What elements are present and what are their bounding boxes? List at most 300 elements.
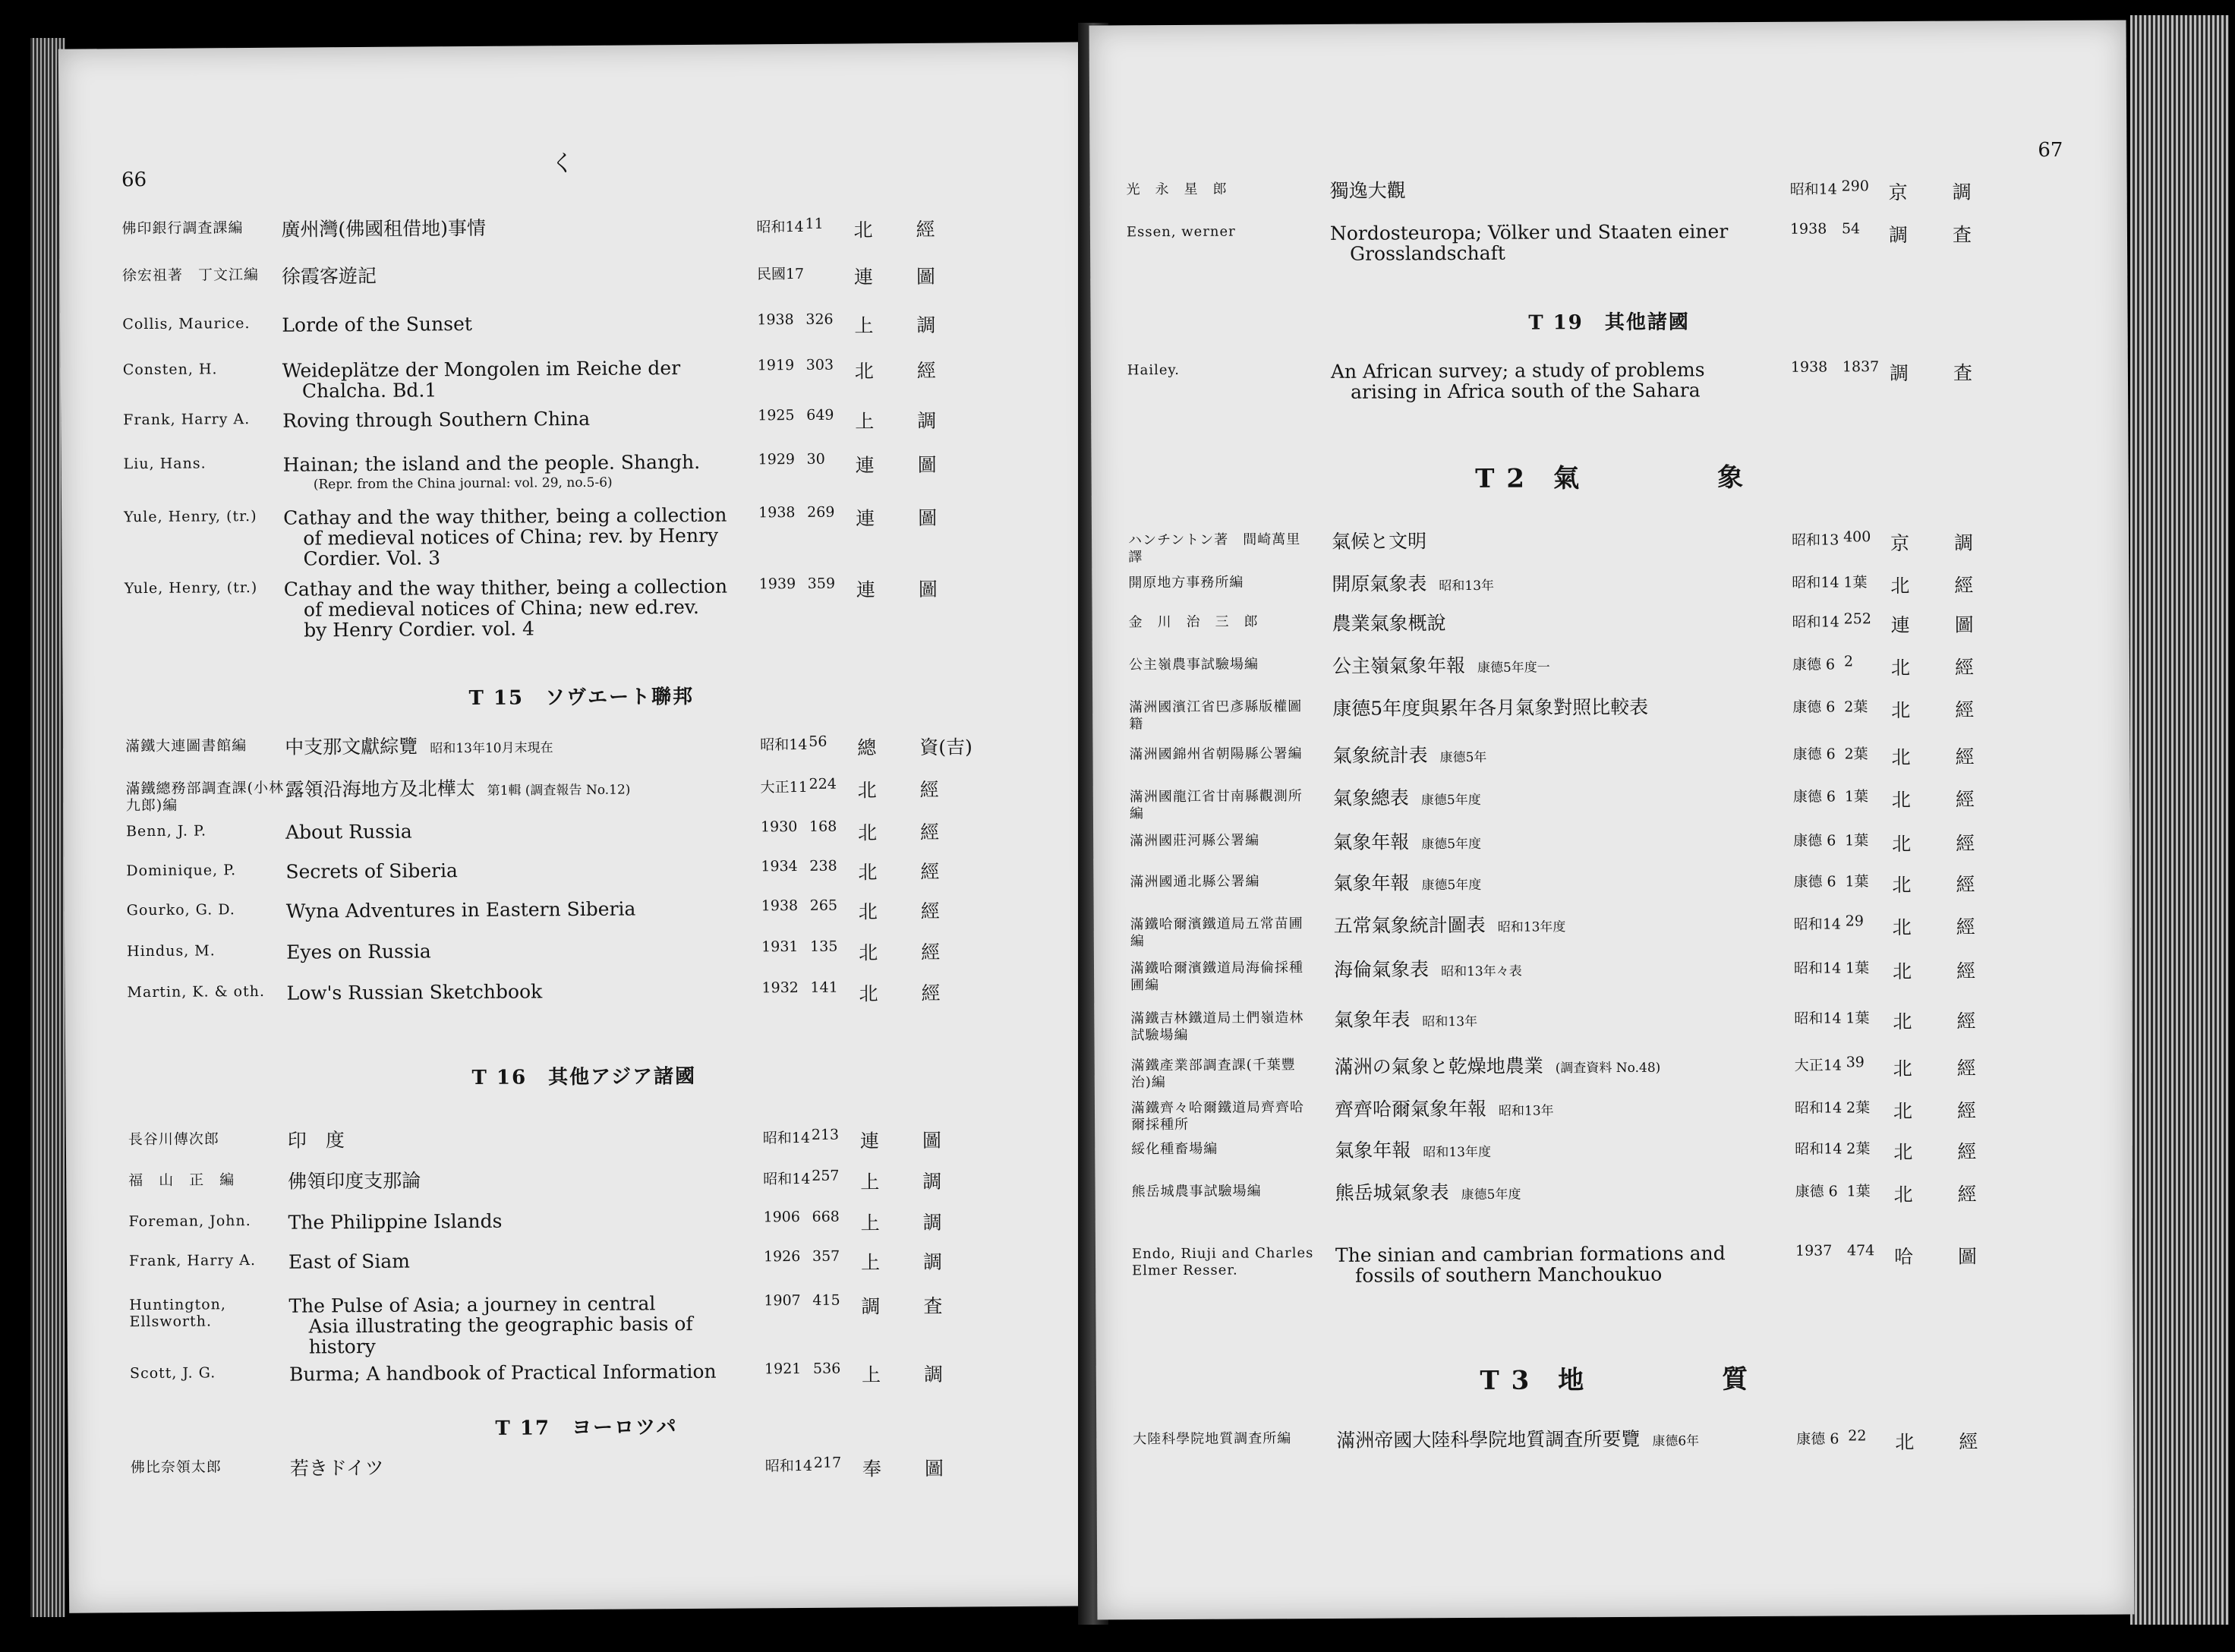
- entry-pages: 1葉: [1844, 788, 1868, 806]
- catalog-entry: [1096, 1426, 2133, 1454]
- entry-year: 康德 6: [1792, 698, 1836, 716]
- entry-year: 昭和14: [1794, 1010, 1842, 1027]
- entry-author: 滿洲國濱江省巴彥縣版權圖籍: [1129, 698, 1303, 733]
- catalog-entry: [1095, 1095, 2132, 1133]
- entry-class-code: 經: [1955, 788, 1975, 811]
- entry-class-code: 經: [916, 359, 936, 382]
- entry-author: 綏化種畜場編: [1131, 1140, 1218, 1158]
- entry-library-code: 北: [1893, 1183, 1913, 1206]
- entry-class-code: 經: [1959, 1430, 1978, 1453]
- entry-year: 1932: [761, 979, 799, 997]
- entry-class-code: 圖: [924, 1457, 944, 1480]
- entry-pages: 290: [1841, 178, 1869, 195]
- entry-note: 昭和13年: [1422, 1014, 1478, 1030]
- entry-title: 康德5年度與累年各月氣象對照比較表: [1332, 695, 1649, 720]
- entry-class-code: 調: [922, 1211, 942, 1234]
- entry-year: 大正14: [1794, 1057, 1842, 1074]
- entry-title: Secrets of Siberia: [285, 859, 459, 883]
- entry-title-block: [281, 216, 706, 240]
- entry-title: Weideplätze der Mongolen im Reiche der: [282, 357, 681, 382]
- entry-title-block: [1332, 572, 1757, 597]
- entry-library-code: 連: [856, 579, 875, 601]
- entry-title-block: [1334, 913, 1759, 939]
- entry-year: 昭和14: [763, 1170, 811, 1188]
- entry-library-code: 上: [860, 1251, 881, 1274]
- entry-note: 康德5年度: [1420, 792, 1481, 809]
- entry-author: 滿洲國通北縣公署編: [1130, 873, 1260, 891]
- entry-author: 滿鐵大連圖書館編: [125, 737, 247, 755]
- entry-title-block: [288, 1293, 714, 1357]
- entry-title: Low's Russian Sketchbook: [286, 980, 543, 1004]
- entry-library-code: 北: [857, 779, 877, 802]
- entry-title: The Philippine Islands: [288, 1209, 503, 1234]
- page-number: 67: [2038, 138, 2063, 162]
- entry-year: 康德 6: [1792, 788, 1836, 806]
- entry-title-block: [288, 1360, 717, 1386]
- entry-title-block: [288, 1127, 713, 1151]
- entry-library-code: 連: [856, 507, 875, 530]
- entry-author: 大陸科學院地質調査所編: [1133, 1430, 1292, 1448]
- entry-title: The sinian and cambrian formations and: [1335, 1242, 1726, 1266]
- entry-class-code: 圖: [916, 265, 936, 288]
- catalog-entry: [61, 355, 1098, 402]
- entry-author: Scott, J. G.: [129, 1364, 216, 1382]
- entry-year: 1919: [757, 357, 795, 374]
- catalog-entry: [1095, 1178, 2133, 1206]
- entry-title-block: [1335, 1138, 1760, 1164]
- entry-library-code: 北: [1893, 1057, 1912, 1080]
- entry-pages: 1葉: [1845, 832, 1869, 850]
- entry-year: 昭和14: [762, 1129, 811, 1147]
- entry-class-code: 調: [1952, 181, 1972, 203]
- entry-year: 昭和14: [1794, 1099, 1843, 1117]
- entry-year: 1938: [1789, 220, 1827, 238]
- entry-title-block: [283, 575, 728, 642]
- catalog-entry: [66, 1124, 1103, 1152]
- catalog-entry: [1093, 828, 2130, 856]
- entry-note: 康德5年度: [1461, 1187, 1521, 1203]
- entry-note: 康德5年度: [1421, 836, 1482, 853]
- entry-author: ハンチントン著 間崎萬里譯: [1128, 531, 1301, 566]
- entry-title-block: [286, 939, 711, 963]
- entry-title-block: [288, 1168, 713, 1192]
- entry-year: 康德 6: [1793, 832, 1836, 850]
- entry-year: 1938: [761, 897, 799, 915]
- entry-title-block: [1335, 1097, 1760, 1123]
- catalog-entry: [1092, 651, 2129, 679]
- entry-note: 昭和13年度: [1497, 919, 1566, 935]
- entry-title: 廣州灣(佛國租借地)事情: [281, 216, 487, 241]
- entry-title-block: [1332, 529, 1757, 552]
- entry-class-code: 經: [920, 900, 940, 922]
- entry-note: 第1輯 (調査報告 No.12): [487, 782, 631, 799]
- entry-pages: 11: [805, 215, 824, 232]
- entry-year: 1921: [764, 1360, 802, 1378]
- entry-class-code: 經: [921, 982, 941, 1004]
- entry-class-code: 經: [921, 941, 941, 963]
- entry-note: 昭和13年10月末現在: [430, 740, 553, 757]
- entry-pages: 303: [805, 356, 834, 374]
- entry-year: 1930: [760, 818, 798, 836]
- entry-library-code: 北: [1891, 788, 1911, 812]
- entry-note: 昭和13年度: [1423, 1144, 1491, 1161]
- catalog-entry: [64, 856, 1101, 884]
- entry-class-code: 査: [1953, 361, 1973, 384]
- entry-title: The Pulse of Asia; a journey in central: [288, 1292, 656, 1317]
- entry-author: Essen, werner: [1126, 223, 1236, 241]
- entry-library-code: 調: [1888, 223, 1909, 247]
- entry-author: Collis, Maurice.: [122, 315, 251, 333]
- entry-title-block: [285, 734, 710, 761]
- entry-class-code: 經: [1955, 746, 1975, 768]
- entry-library-code: 上: [855, 410, 875, 433]
- entry-title-block: [288, 1209, 714, 1233]
- catalog-entry: [66, 1165, 1103, 1193]
- entry-year: 康德 6: [1792, 746, 1836, 763]
- entry-pages: 213: [811, 1126, 840, 1143]
- entry-note: 康德5年度一: [1477, 660, 1550, 676]
- catalog-entry: [65, 977, 1102, 1005]
- entry-author: 滿洲國錦州省朝陽縣公署編: [1129, 746, 1303, 763]
- entry-author: Huntington, Ellsworth.: [129, 1296, 226, 1331]
- entry-title-line2: of medieval notices of China; new ed.rev.: [303, 595, 700, 621]
- entry-author: 滿洲國莊河縣公署編: [1130, 832, 1260, 850]
- stray-mark: く: [550, 150, 575, 178]
- entry-library-code: 北: [1893, 1099, 1913, 1123]
- entry-library-code: 調: [1889, 361, 1909, 385]
- catalog-entry: [63, 731, 1100, 759]
- entry-year: 1938: [757, 311, 794, 329]
- entry-pages: 2葉: [1844, 698, 1868, 716]
- entry-library-code: 京: [1890, 531, 1910, 555]
- entry-title: 滿洲帝國大陸科學院地質調査所要覽: [1336, 1427, 1641, 1452]
- entry-pages: 2葉: [1846, 1099, 1871, 1117]
- entry-author: Benn, J. P.: [125, 822, 207, 840]
- section-heading-t19: T 19 其他諸國: [1528, 311, 1690, 335]
- entry-title: Wyna Adventures in Eastern Siberia: [285, 897, 636, 922]
- entry-class-code: 經: [1955, 698, 1975, 721]
- section-heading-t17: T 17 ヨーロツパ: [495, 1416, 678, 1440]
- entry-library-code: 京: [1888, 181, 1908, 204]
- entry-pages: 474: [1846, 1242, 1875, 1259]
- catalog-entry: [65, 895, 1102, 923]
- entry-title-block: [286, 980, 711, 1004]
- entry-library-code: 上: [860, 1171, 880, 1193]
- entry-pages: 269: [807, 503, 835, 521]
- entry-year: 1937: [1795, 1242, 1833, 1259]
- entry-class-code: 經: [920, 860, 940, 883]
- entry-class-code: 經: [1956, 832, 1975, 855]
- entry-library-code: 北: [1893, 1140, 1913, 1164]
- entry-note: 昭和13年々表: [1441, 963, 1522, 980]
- entry-library-code: 連: [1890, 613, 1910, 637]
- entry-pages: 1837: [1842, 358, 1880, 376]
- entry-author: Yule, Henry, (tr.): [124, 507, 257, 526]
- entry-library-code: 北: [859, 941, 878, 964]
- entry-library-code: 北: [1892, 873, 1912, 897]
- entry-author: 滿鐵齊々哈爾鐵道局齊齊哈爾採種所: [1130, 1099, 1305, 1133]
- catalog-entry: [67, 1290, 1104, 1358]
- entry-pages: 326: [805, 311, 834, 328]
- entry-note: 昭和13年: [1498, 1103, 1554, 1119]
- entry-title-block: [1336, 1428, 1761, 1454]
- entry-class-code: 調: [917, 409, 937, 432]
- entry-year: 昭和14: [1789, 181, 1837, 198]
- entry-year: 1939: [758, 575, 796, 593]
- entry-pages: 257: [812, 1167, 840, 1184]
- entry-author: 長谷川傳次郎: [128, 1130, 219, 1149]
- entry-year: 1934: [761, 858, 798, 875]
- section-heading-t15: T 15 ソヴエート聯邦: [468, 685, 695, 711]
- entry-title: 氣象年報: [1335, 1139, 1411, 1162]
- entry-title-block: [282, 263, 707, 287]
- entry-author: Martin, K. & oth.: [127, 982, 266, 1001]
- entry-title: 中支那文獻綜覽: [285, 735, 418, 758]
- entry-author: 熊岳城農事試驗場編: [1131, 1183, 1262, 1200]
- entry-title-block: [1333, 830, 1758, 856]
- entry-author: 徐宏祖著 丁文江編: [121, 266, 259, 285]
- section-heading-t2: T 2 氣 象: [1475, 462, 1745, 494]
- entry-class-code: 資(吉): [919, 736, 972, 758]
- entry-title-block: [282, 408, 708, 431]
- entry-library-code: 調: [861, 1295, 881, 1318]
- entry-author: 滿鐵哈爾濱鐵道局海倫採種圃編: [1130, 960, 1304, 994]
- entry-author: Hindus, M.: [127, 942, 216, 960]
- entry-pages: 56: [809, 733, 827, 750]
- entry-title: 農業氣象概說: [1332, 612, 1446, 635]
- entry-pages: 2葉: [1846, 1140, 1871, 1158]
- entry-library-code: 北: [1891, 746, 1911, 769]
- entry-note: 康德5年: [1439, 749, 1487, 766]
- entry-class-code: 經: [1957, 1140, 1977, 1163]
- entry-class-code: 圖: [918, 578, 938, 601]
- entry-pages: 536: [812, 1360, 841, 1377]
- entry-year: 1925: [758, 407, 795, 424]
- entry-library-code: 北: [1891, 698, 1911, 722]
- entry-title-block: [1333, 871, 1758, 897]
- entry-title-line2: Chalcha. Bd.1: [301, 379, 437, 402]
- entry-title: Nordosteuropa; Völker und Staaten einer: [1329, 220, 1729, 244]
- entry-class-code: 經: [1956, 873, 1975, 896]
- entry-class-code: 經: [1954, 574, 1974, 597]
- entry-pages: 265: [809, 897, 838, 914]
- entry-pages: 22: [1848, 1427, 1867, 1445]
- entry-title-block: [1330, 178, 1755, 201]
- entry-author: 滿鐵吉林鐵道局土們嶺造林試驗場編: [1130, 1010, 1304, 1044]
- catalog-entry: [1090, 219, 2127, 265]
- right-page-edges: [2130, 15, 2229, 1625]
- entry-library-code: 連: [853, 266, 874, 288]
- entry-pages: 2: [1843, 653, 1854, 670]
- entry-author: 佛比奈領太郎: [130, 1458, 222, 1477]
- entry-note: 康德5年度: [1421, 877, 1482, 894]
- entry-library-code: 北: [858, 900, 878, 923]
- entry-author: 滿鐵總務部調査課(小林九郎)編: [125, 779, 285, 815]
- catalog-entry: [1092, 741, 2129, 769]
- entry-pages: 1葉: [1846, 1183, 1871, 1200]
- entry-pages: 2葉: [1844, 746, 1868, 763]
- catalog-entry: [65, 936, 1102, 964]
- entry-year: 昭和13: [1792, 531, 1839, 549]
- catalog-entry: [64, 816, 1101, 844]
- catalog-entry: [1095, 1136, 2132, 1164]
- entry-library-code: 北: [1890, 574, 1910, 597]
- entry-title-block: [1335, 1055, 1760, 1080]
- entry-note: (調査資料 No.48): [1555, 1060, 1661, 1077]
- entry-title-block: [290, 1455, 715, 1479]
- entry-title-block: [282, 358, 708, 402]
- entry-author: 滿鐵產業部調査課(千葉豐治)編: [1130, 1057, 1296, 1091]
- catalog-entry: [68, 1452, 1105, 1480]
- entry-pages: 415: [812, 1291, 840, 1309]
- entry-pages: 359: [807, 575, 836, 592]
- entry-title: An African survey; a study of problems: [1330, 358, 1705, 383]
- entry-year: 1926: [763, 1248, 801, 1266]
- catalog-entry: [61, 405, 1098, 433]
- entry-title: 海倫氣象表: [1333, 958, 1430, 981]
- entry-library-code: 北: [858, 861, 878, 884]
- entry-title-block: [1334, 1007, 1759, 1033]
- catalog-entry: [1092, 694, 2129, 733]
- entry-library-code: 連: [855, 454, 875, 477]
- catalog-entry: [1094, 1005, 2131, 1044]
- entry-library-code: 奉: [862, 1458, 882, 1480]
- entry-class-code: 調: [1954, 531, 1974, 554]
- entry-class-code: 圖: [1957, 1245, 1978, 1268]
- entry-title-block: [286, 898, 711, 922]
- entry-class-code: 經: [1956, 1010, 1976, 1032]
- entry-title: About Russia: [285, 820, 412, 843]
- entry-class-code: 調: [922, 1250, 943, 1273]
- entry-title: Cathay and the way thither, being a collection: [283, 503, 727, 529]
- entry-library-code: 北: [859, 982, 878, 1005]
- entry-class-code: 經: [1954, 656, 1975, 679]
- entry-title: 熊岳城氣象表: [1335, 1181, 1449, 1204]
- left-page: [58, 42, 1106, 1613]
- entry-class-code: 經: [1957, 1183, 1977, 1206]
- catalog-entry: [1093, 783, 2130, 822]
- entry-pages: 29: [1845, 913, 1864, 930]
- entry-title-line2: fossils of southern Manchoukuo: [1355, 1263, 1663, 1287]
- entry-author: 滿鐵哈爾濱鐵道局五常苗圃編: [1130, 916, 1303, 950]
- entry-title: 開原氣象表: [1332, 572, 1427, 595]
- right-page: [1089, 20, 2135, 1619]
- entry-pages: 224: [809, 775, 837, 793]
- entry-title: Lorde of the Sunset: [282, 312, 472, 336]
- entry-author: Endo, Riuji and Charles Elmer Resser.: [1131, 1245, 1314, 1279]
- entry-class-code: 圖: [918, 506, 938, 529]
- entry-title-line2: Grosslandschaft: [1350, 241, 1505, 265]
- entry-year: 1931: [761, 938, 799, 956]
- catalog-entry: [1092, 609, 2129, 637]
- entry-author: Consten, H.: [122, 361, 218, 379]
- entry-author: 佛印銀行調査課編: [121, 219, 244, 238]
- entry-title-line2: Asia illustrating the geographic basis of: [308, 1312, 693, 1338]
- entry-year: 康德 6: [1795, 1183, 1838, 1200]
- entry-year: 民國17: [756, 265, 805, 283]
- catalog-entry: [60, 260, 1097, 288]
- entry-title-block: [1332, 696, 1757, 719]
- entry-author: Liu, Hans.: [123, 455, 206, 473]
- entry-author: 滿洲國龍江省甘南縣觀測所編: [1129, 788, 1303, 822]
- entry-pages: 168: [809, 818, 837, 835]
- entry-title: 佛領印度支那論: [288, 1169, 421, 1193]
- entry-class-code: 經: [919, 778, 939, 801]
- entry-title: Hainan; the island and the people. Shangh.: [282, 450, 701, 476]
- entry-pages: 141: [810, 979, 838, 996]
- entry-author: 公主嶺農事試驗場編: [1128, 656, 1259, 673]
- entry-title: 氣象年表: [1334, 1008, 1411, 1031]
- entry-library-code: 北: [1892, 916, 1912, 939]
- entry-class-code: 圖: [917, 453, 937, 476]
- catalog-entry: [1094, 911, 2131, 950]
- entry-title: 氣象年報: [1333, 831, 1410, 853]
- entry-title: 獨逸大觀: [1329, 179, 1406, 202]
- entry-title-block: [1330, 221, 1755, 264]
- entry-title: 五常氣象統計圖表: [1333, 913, 1486, 937]
- entry-title-block: [1332, 743, 1757, 769]
- entry-pages: 649: [806, 406, 834, 424]
- entry-title-line2: of medieval notices of China; rev. by Henry: [303, 524, 719, 550]
- entry-class-code: 査: [923, 1294, 943, 1317]
- entry-pages: 238: [809, 857, 837, 875]
- entry-title-block: [1332, 654, 1757, 679]
- entry-title-block: [1334, 957, 1759, 983]
- entry-title-block: [1331, 359, 1756, 402]
- catalog-entry: [59, 213, 1096, 241]
- entry-title: 氣象統計表: [1332, 744, 1428, 767]
- entry-pages: 400: [1843, 528, 1871, 546]
- entry-pages: 1葉: [1843, 574, 1868, 591]
- catalog-entry: [1090, 176, 2127, 204]
- entry-pages: 135: [810, 938, 838, 955]
- entry-title: 露領沿海地方及北樺太: [285, 777, 475, 801]
- entry-title: 公主嶺氣象年報: [1332, 654, 1466, 677]
- entry-title: East of Siam: [288, 1250, 411, 1273]
- catalog-entry: [62, 573, 1099, 642]
- entry-pages: 30: [806, 450, 825, 468]
- entry-library-code: 哈: [1893, 1245, 1914, 1269]
- entry-year: 昭和14: [760, 736, 808, 754]
- entry-library-code: 北: [1890, 656, 1911, 679]
- entry-year: 康德 6: [1792, 656, 1836, 673]
- entry-year: 康德 6: [1793, 873, 1836, 891]
- entry-title-line3: Cordier. Vol. 3: [303, 547, 441, 570]
- entry-year: 康德 6: [1796, 1430, 1839, 1448]
- entry-class-code: 調: [923, 1363, 944, 1386]
- entry-library-code: 北: [857, 821, 878, 844]
- entry-title: Eyes on Russia: [286, 940, 431, 963]
- entry-year: 昭和14: [1792, 613, 1839, 631]
- entry-author: Foreman, John.: [128, 1212, 251, 1231]
- entry-title-block: [288, 1249, 714, 1272]
- catalog-entry: [1095, 1241, 2133, 1287]
- catalog-entry: [61, 449, 1099, 493]
- entry-title: 若きドイツ: [289, 1456, 384, 1480]
- entry-class-code: 經: [1956, 916, 1975, 938]
- entry-class-code: 經: [919, 821, 940, 843]
- catalog-entry: [1092, 527, 2129, 566]
- entry-pages: 1葉: [1845, 873, 1869, 891]
- entry-author: Hailey.: [1127, 361, 1181, 379]
- entry-class-code: 經: [1956, 1099, 1977, 1122]
- entry-library-code: 北: [1895, 1430, 1915, 1454]
- entry-class-code: 圖: [1954, 613, 1974, 636]
- entry-title: 氣象年報: [1333, 872, 1410, 894]
- entry-title: 氣象總表: [1332, 787, 1409, 809]
- entry-year: 昭和14: [1795, 1140, 1843, 1158]
- entry-year: 昭和14: [764, 1457, 813, 1475]
